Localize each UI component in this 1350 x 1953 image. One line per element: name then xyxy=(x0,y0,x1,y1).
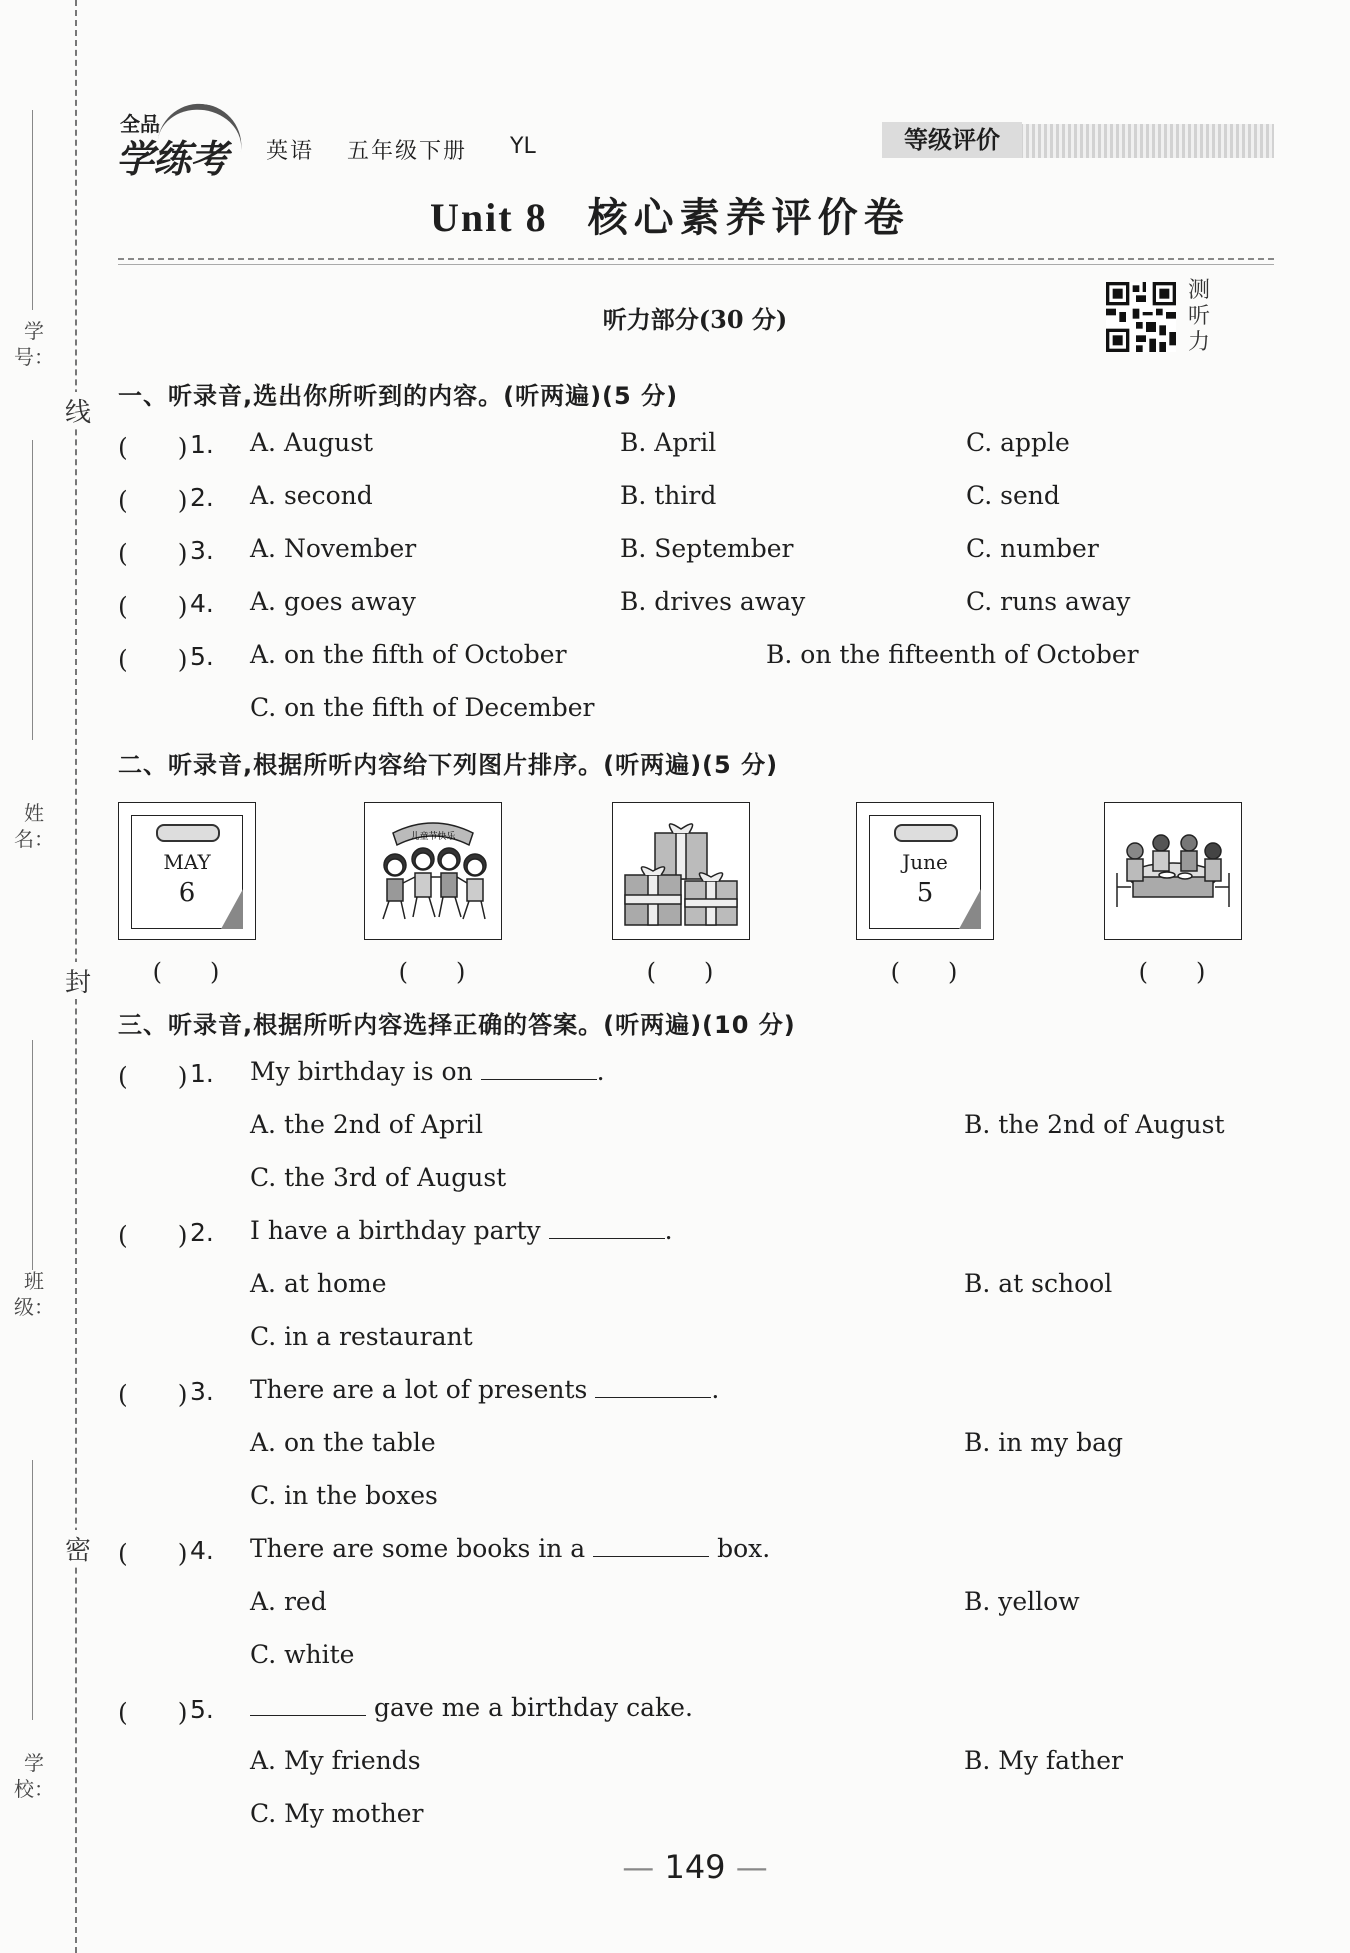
option-b: B. yellow xyxy=(964,1587,1080,1616)
header-divider xyxy=(118,264,1274,265)
cut-char-seal: 封 xyxy=(60,962,96,999)
grade: 五年级下册 xyxy=(347,139,468,164)
option-c: C. the 3rd of August xyxy=(250,1163,507,1192)
page-number: — 149 — xyxy=(622,1848,768,1886)
picture-calendar-may: MAY 6 xyxy=(118,802,256,940)
option-b: B. drives away xyxy=(620,587,806,616)
option-c: C. on the fifth of December xyxy=(250,693,595,722)
option-a: A. November xyxy=(250,534,417,563)
title-name: 核心素养评价卷 xyxy=(587,195,910,240)
answer-blank[interactable] xyxy=(250,1695,366,1716)
answer-blank[interactable] xyxy=(481,1059,597,1080)
subject: 英语 xyxy=(266,139,315,164)
margin-label-name: 姓名： xyxy=(14,801,54,851)
margin-label-school: 学校： xyxy=(14,1751,54,1801)
option-c: C. in a restaurant xyxy=(250,1322,473,1351)
edition: YL xyxy=(510,134,536,159)
calendar-ring-icon xyxy=(156,824,220,842)
answer-blank[interactable] xyxy=(595,1377,711,1398)
option-a: A. on the fifth of October xyxy=(250,640,567,669)
qr-code-icon[interactable] xyxy=(1106,282,1176,352)
question-stem: I have a birthday party . xyxy=(250,1216,673,1245)
option-a: A. at home xyxy=(250,1269,387,1298)
svg-text:儿童节快乐: 儿童节快乐 xyxy=(410,832,456,842)
page-curl-icon xyxy=(221,889,243,929)
option-b: B. at school xyxy=(964,1269,1113,1298)
option-b: B. third xyxy=(620,481,717,510)
header-divider xyxy=(118,258,1274,260)
option-a: A. red xyxy=(250,1587,327,1616)
picture-gift-boxes xyxy=(612,802,750,940)
title-unit: Unit 8 xyxy=(430,195,548,240)
option-b: B. April xyxy=(620,428,717,457)
option-b: B. in my bag xyxy=(964,1428,1123,1457)
section2-title: 二、听录音,根据所听内容给下列图片排序。(听两遍)(5 分) xyxy=(118,751,779,779)
answer-blank[interactable] xyxy=(549,1218,665,1239)
margin-rule xyxy=(32,1460,33,1720)
qr-caption: 测 听 力 xyxy=(1188,278,1211,355)
children-dancing-icon xyxy=(365,803,501,939)
picture-children-day xyxy=(364,802,502,940)
cut-char-line: 线 xyxy=(60,392,96,429)
section3-title: 三、听录音,根据所听内容选择正确的答案。(听两遍)(10 分) xyxy=(118,1011,796,1039)
option-c: C. send xyxy=(966,481,1060,510)
option-c: C. white xyxy=(250,1640,355,1669)
page-curl-icon xyxy=(959,889,981,929)
logo-main-text: 学练考 xyxy=(116,137,228,181)
option-a: A. August xyxy=(250,428,374,457)
picture-order-blank[interactable]: ( ) xyxy=(1138,958,1206,986)
question-stem: There are a lot of presents . xyxy=(250,1375,720,1404)
picture-family-dinner xyxy=(1104,802,1242,940)
margin-rule xyxy=(32,110,33,310)
question-stem: gave me a birthday cake. xyxy=(250,1693,693,1722)
option-c: C. runs away xyxy=(966,587,1131,616)
option-c: C. number xyxy=(966,534,1099,563)
page-title xyxy=(430,186,910,243)
option-b: B. the 2nd of August xyxy=(964,1110,1225,1139)
picture-order-blank[interactable]: ( ) xyxy=(890,958,958,986)
option-c: C. in the boxes xyxy=(250,1481,438,1510)
picture-order-blank[interactable]: ( ) xyxy=(398,958,466,986)
picture-order-blank[interactable]: ( ) xyxy=(646,958,714,986)
logo-top-text: 全品 xyxy=(120,112,160,136)
eval-label: 等级评价 xyxy=(882,122,1022,158)
picture-order-blank[interactable]: ( ) xyxy=(152,958,220,986)
picture-calendar-june: June 5 xyxy=(856,802,994,940)
gift-boxes-icon xyxy=(613,803,749,939)
cut-char-secret: 密 xyxy=(60,1530,96,1567)
option-b: B. My father xyxy=(964,1746,1123,1775)
margin-label-student-id: 学号： xyxy=(14,319,54,369)
option-a: A. the 2nd of April xyxy=(250,1110,484,1139)
calendar-ring-icon xyxy=(894,824,958,842)
option-b: B. on the fifteenth of October xyxy=(766,640,1139,669)
option-b: B. September xyxy=(620,534,794,563)
section1-title: 一、听录音,选出你所听到的内容。(听两遍)(5 分) xyxy=(118,382,679,410)
question-stem: There are some books in a box. xyxy=(250,1534,771,1563)
option-a: A. second xyxy=(250,481,373,510)
option-a: A. My friends xyxy=(250,1746,421,1775)
question-stem: My birthday is on . xyxy=(250,1057,605,1086)
option-a: A. goes away xyxy=(250,587,416,616)
answer-blank[interactable] xyxy=(593,1536,709,1557)
listening-part-title: 听力部分(30 分) xyxy=(602,305,788,334)
option-a: A. on the table xyxy=(250,1428,436,1457)
margin-rule xyxy=(32,1040,33,1270)
margin-rule xyxy=(32,440,33,740)
option-c: C. My mother xyxy=(250,1799,424,1828)
family-dinner-icon xyxy=(1105,803,1241,939)
option-c: C. apple xyxy=(966,428,1070,457)
margin-label-class: 班级： xyxy=(14,1269,54,1319)
